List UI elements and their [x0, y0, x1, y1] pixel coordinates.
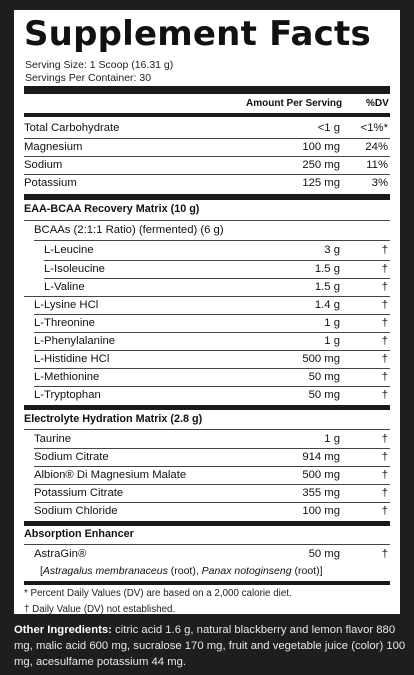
eaa-row: [24, 352, 390, 369]
ingredient-name: Sodium Citrate: [34, 451, 109, 463]
other-ingredients-label: Other Ingredients:: [14, 624, 112, 636]
servings-per-container: Servings Per Container: 30: [25, 72, 152, 84]
row-divider: [34, 502, 390, 503]
ingredient-amount: 50 mg: [308, 389, 340, 401]
row-divider: [24, 544, 390, 545]
row-divider: [24, 429, 390, 430]
electrolyte-row: [24, 486, 390, 503]
amount-per-serving-header: Amount Per Serving: [246, 98, 343, 109]
ingredient-dv: †: [381, 281, 388, 293]
ingredient-amount: 1.4 g: [314, 299, 340, 311]
nutrient-amount: <1 g: [317, 122, 340, 134]
nutrient-amount: 100 mg: [302, 141, 340, 153]
other-ingredients-text: citric acid 1.6 g, natural blackberry and lemon flavor 880 mg, malic acid 600 mg, sucralose 170 mg, fruit and vegetable juice (color) 100 mg, acesulfame potassium 44 mg.: [14, 624, 406, 668]
nutrient-dv: 24%: [365, 141, 388, 153]
nutrient-dv: 3%: [371, 177, 388, 189]
electrolyte-row: [24, 432, 390, 449]
nutrient-row: [24, 140, 390, 157]
eaa-row: [24, 243, 390, 260]
electrolyte-row: [24, 504, 390, 521]
ingredient-amount: 100 mg: [302, 505, 340, 517]
supplement-facts-panel: [14, 10, 400, 614]
row-divider: [34, 368, 390, 369]
ingredient-amount: 1.5 g: [314, 263, 340, 275]
ingredient-amount: 50 mg: [308, 371, 340, 383]
nutrient-name: Potassium: [24, 177, 77, 189]
ingredient-name: L-Lysine HCl: [34, 299, 99, 311]
ingredient-amount: 1 g: [324, 317, 340, 329]
row-divider: [34, 350, 390, 351]
medium-divider: [24, 113, 390, 117]
dagger-footnote: † Daily Value (DV) not established.: [24, 604, 176, 615]
electrolyte-row: [24, 468, 390, 485]
ingredient-name: Albion® Di Magnesium Malate: [34, 469, 187, 481]
eaa-row: [24, 262, 390, 279]
ingredient-name: L-Methionine: [34, 371, 100, 383]
panel-title: Supplement Facts: [24, 14, 371, 54]
dv-footnote: * Percent Daily Values (DV) are based on a 2,000 calorie diet.: [24, 588, 292, 599]
ingredient-amount: 1.5 g: [314, 281, 340, 293]
absorption-row: [24, 547, 390, 564]
nutrient-amount: 250 mg: [302, 159, 340, 171]
eaa-row: [24, 370, 390, 387]
ingredient-amount: 3 g: [324, 244, 340, 256]
eaa-row: [24, 388, 390, 405]
row-divider: [34, 466, 390, 467]
ingredient-name: Sodium Chloride: [34, 505, 118, 517]
ingredient-amount: 355 mg: [302, 487, 340, 499]
nutrient-name: Magnesium: [24, 141, 83, 153]
ingredient-name: AstraGin®: [34, 548, 87, 560]
ingredient-amount: 500 mg: [302, 353, 340, 365]
nutrient-dv: 11%: [366, 159, 388, 171]
electrolyte-row: [24, 450, 390, 467]
section-divider: [24, 194, 390, 200]
row-divider: [34, 448, 390, 449]
eaa-row: [24, 280, 390, 297]
bcaa-label: BCAAs (2:1:1 Ratio) (fermented) (6 g): [34, 224, 224, 236]
section-divider: [24, 581, 390, 585]
section-divider: [24, 405, 390, 410]
row-divider: [44, 278, 390, 279]
row-divider: [24, 220, 390, 221]
ingredient-dv: †: [381, 451, 388, 463]
row-divider: [24, 174, 390, 175]
ingredient-dv: †: [381, 389, 388, 401]
ingredient-name: L-Isoleucine: [44, 263, 105, 275]
ingredient-name: L-Phenylalanine: [34, 335, 116, 347]
ingredient-name: L-Valine: [44, 281, 85, 293]
serving-size: Serving Size: 1 Scoop (16.31 g): [25, 59, 174, 71]
row-divider: [24, 296, 390, 297]
thick-divider: [24, 86, 390, 94]
row-divider: [34, 314, 390, 315]
ingredient-dv: †: [381, 353, 388, 365]
ingredient-dv: †: [381, 299, 388, 311]
dv-header: %DV: [366, 98, 389, 109]
eaa-row: [24, 334, 390, 351]
ingredient-dv: †: [381, 244, 388, 256]
other-ingredients: [14, 622, 406, 670]
bcaa-row: [34, 223, 390, 240]
row-divider: [34, 484, 390, 485]
ingredient-amount: 1 g: [324, 335, 340, 347]
row-divider: [24, 156, 390, 157]
ingredient-dv: †: [381, 317, 388, 329]
ingredient-amount: 500 mg: [302, 469, 340, 481]
ingredient-amount: 914 mg: [302, 451, 340, 463]
ingredient-dv: †: [381, 263, 388, 275]
nutrient-row: [24, 158, 390, 175]
nutrient-row: [24, 121, 390, 138]
section-divider: [24, 521, 390, 526]
electrolyte-heading: Electrolyte Hydration Matrix (2.8 g): [24, 413, 203, 425]
ingredient-name: Taurine: [34, 433, 72, 445]
nutrient-amount: 125 mg: [302, 177, 340, 189]
ingredient-dv: †: [381, 487, 388, 499]
ingredient-amount: 50 mg: [308, 548, 340, 560]
nutrient-row: [24, 176, 390, 193]
ingredient-name: Potassium Citrate: [34, 487, 124, 499]
ingredient-dv: †: [381, 505, 388, 517]
ingredient-name: L-Tryptophan: [34, 389, 101, 401]
ingredient-dv: †: [381, 371, 388, 383]
row-divider: [34, 332, 390, 333]
ingredient-dv: †: [381, 469, 388, 481]
row-divider: [44, 260, 390, 261]
eaa-heading: EAA-BCAA Recovery Matrix (10 g): [24, 203, 200, 215]
ingredient-name: L-Threonine: [34, 317, 95, 329]
nutrient-name: Total Carbohydrate: [24, 122, 120, 134]
ingredient-dv: †: [381, 335, 388, 347]
eaa-row: [24, 316, 390, 333]
ingredient-dv: †: [381, 548, 388, 560]
ingredient-name: L-Histidine HCl: [34, 353, 110, 365]
row-divider: [24, 138, 390, 139]
ingredient-name: L-Leucine: [44, 244, 94, 256]
ingredient-amount: 1 g: [324, 433, 340, 445]
absorption-source: [Astragalus membranaceus (root), Panax notoginseng (root)]: [40, 565, 323, 577]
absorption-heading: Absorption Enhancer: [24, 528, 134, 540]
eaa-row: [24, 298, 390, 315]
row-divider: [34, 386, 390, 387]
row-divider: [34, 240, 390, 241]
nutrient-dv: <1%*: [360, 122, 388, 134]
ingredient-dv: †: [381, 433, 388, 445]
nutrient-name: Sodium: [24, 159, 63, 171]
